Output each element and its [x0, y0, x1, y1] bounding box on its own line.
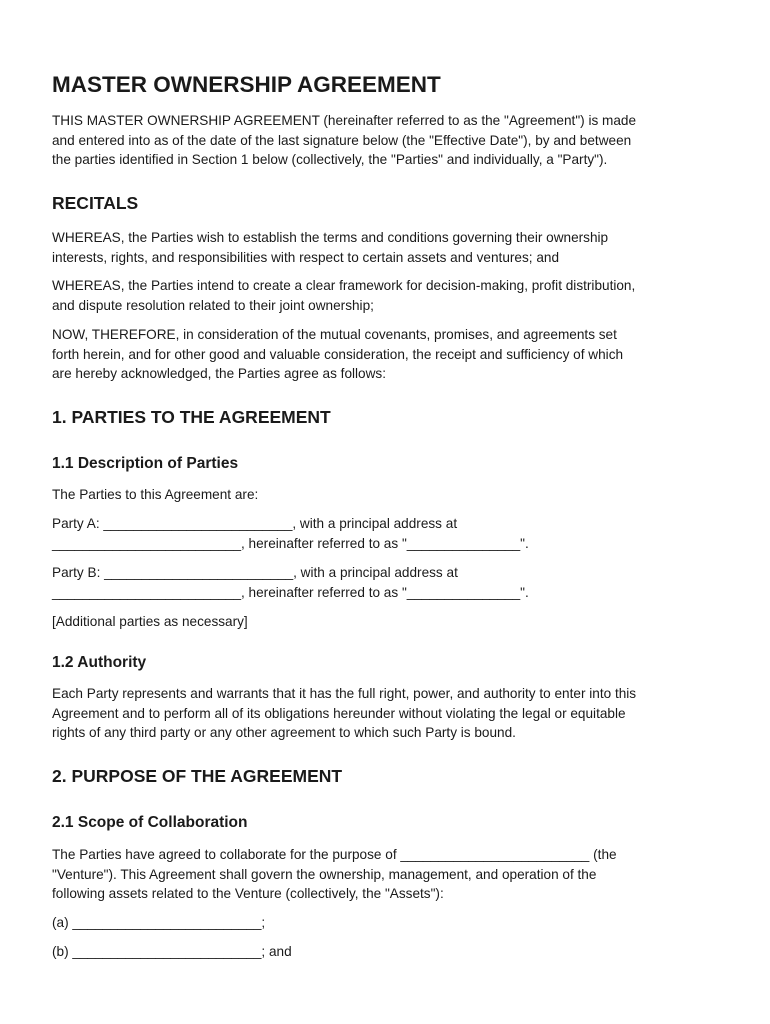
intro-line: THIS MASTER OWNERSHIP AGREEMENT (hereinafter referred to as the "Agreement") is made — [52, 113, 637, 128]
parties-intro: The Parties to this Agreement are: — [52, 487, 259, 502]
asset-item-b: (b) _________________________; and — [52, 944, 292, 959]
additional-parties-note: [Additional parties as necessary] — [52, 614, 248, 629]
recitals-heading: RECITALS — [52, 193, 139, 213]
authority-paragraph — [52, 684, 732, 743]
recital-line: NOW, THEREFORE, in consideration of the mutual covenants, promises, and agreements set — [52, 327, 617, 342]
recital-now-therefore — [52, 325, 732, 384]
section-2-1-heading: 2.1 Scope of Collaboration — [52, 814, 248, 831]
recital-line: are hereby acknowledged, the Parties agree as follows: — [52, 366, 386, 381]
recital-line: WHEREAS, the Parties intend to create a clear framework for decision-making, profit distribution, — [52, 278, 636, 293]
intro-line: and entered into as of the date of the last signature below (the "Effective Date"), by and between — [52, 132, 632, 148]
scope-paragraph — [52, 845, 732, 904]
party-b-line: _________________________, hereinafter referred to as "_______________". — [52, 584, 529, 600]
section-1-1-heading: 1.1 Description of Parties — [52, 455, 239, 472]
party-a-line: _________________________, hereinafter referred to as "_______________". — [52, 535, 529, 551]
section-2-heading: 2. PURPOSE OF THE AGREEMENT — [52, 766, 343, 786]
party-a-line: Party A: _________________________, with a principal address at — [52, 516, 458, 531]
authority-line: Each Party represents and warrants that it has the full right, power, and authority to enter into this — [52, 686, 637, 701]
scope-line: following assets related to the Venture (collectively, the "Assets"): — [52, 886, 444, 901]
recital-line: WHEREAS, the Parties wish to establish the terms and conditions governing their ownership — [52, 230, 609, 245]
recital-line: forth herein, and for other good and valuable consideration, the receipt and sufficiency of which — [52, 346, 624, 362]
recital-line: interests, rights, and responsibilities with respect to certain assets and ventures; and — [52, 249, 560, 265]
party-b-line: Party B: _________________________, with a principal address at — [52, 565, 458, 580]
authority-line: Agreement and to perform all of its obligations hereunder without violating the legal or equitable — [52, 705, 626, 721]
scope-line: The Parties have agreed to collaborate for the purpose of _________________________ (the — [52, 847, 617, 862]
recital-whereas-1 — [52, 228, 732, 267]
intro-paragraph — [52, 111, 732, 170]
document-title: MASTER OWNERSHIP AGREEMENT — [52, 72, 441, 97]
recital-whereas-2 — [52, 276, 732, 315]
party-b-clause — [52, 563, 732, 602]
asset-item-a: (a) _________________________; — [52, 915, 266, 930]
section-1-2-heading: 1.2 Authority — [52, 654, 147, 671]
authority-line: rights of any third party or any other agreement to which such Party is bound. — [52, 725, 516, 740]
intro-line: the parties identified in Section 1 below (collectively, the "Parties" and individually, a "Party"). — [52, 152, 608, 167]
section-1-heading: 1. PARTIES TO THE AGREEMENT — [52, 407, 331, 427]
scope-line: "Venture"). This Agreement shall govern the ownership, management, and operation of the — [52, 866, 597, 882]
recital-line: and dispute resolution related to their joint ownership; — [52, 297, 374, 313]
party-a-clause — [52, 514, 732, 553]
